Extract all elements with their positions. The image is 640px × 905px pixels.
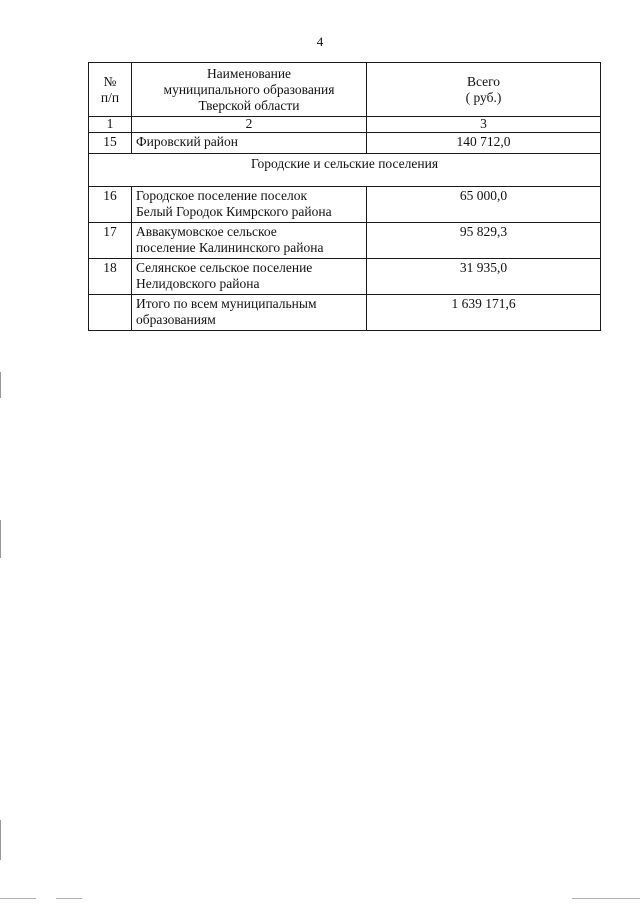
row-total: 31 935,0	[367, 259, 601, 295]
scan-margin-mark	[0, 820, 1, 860]
municipal-funding-table	[88, 62, 601, 331]
scan-bottom-edge	[572, 898, 640, 899]
row-name-line-2: Белый Городок Кимрского района	[136, 204, 332, 219]
total-label-line-2: образованиям	[136, 312, 216, 327]
header-total-line-2: ( руб.)	[465, 90, 502, 105]
scan-margin-mark	[0, 372, 1, 398]
total-row	[89, 295, 601, 331]
table-row	[89, 259, 601, 295]
table-row	[89, 223, 601, 259]
header-number-label: п/п	[100, 90, 120, 105]
header-total-line-1: Всего	[466, 74, 501, 89]
table-row	[89, 187, 601, 223]
grand-total-value: 1 639 171,6	[367, 295, 601, 331]
table-row	[89, 133, 601, 154]
column-number-2: 2	[132, 117, 367, 133]
section-title: Городские и сельские поселения	[89, 154, 601, 187]
row-name-line-2: Нелидовского района	[136, 276, 260, 291]
scan-margin-mark	[0, 520, 1, 558]
row-name-line-1: Аввакумовское сельское	[136, 224, 277, 239]
total-row-number	[89, 295, 132, 331]
header-name-line-2: муниципального образования	[163, 82, 335, 97]
header-number-symbol: №	[103, 74, 117, 89]
table-header-row	[89, 63, 601, 117]
column-number-row	[89, 117, 601, 133]
row-municipality-name: Фировский район	[132, 133, 367, 154]
column-number-1: 1	[89, 117, 132, 133]
row-municipality-name	[132, 187, 367, 223]
header-name	[132, 63, 367, 117]
row-number: 15	[89, 133, 132, 154]
row-municipality-name	[132, 223, 367, 259]
header-total	[367, 63, 601, 117]
header-name-line-3: Тверской области	[198, 98, 300, 113]
total-row-label	[132, 295, 367, 331]
total-label-line-1: Итого по всем муниципальным	[136, 296, 317, 311]
page-number: 4	[316, 34, 324, 49]
row-name-line-1: Селянское сельское поселение	[136, 260, 313, 275]
row-municipality-name	[132, 259, 367, 295]
scan-bottom-edge	[56, 898, 82, 899]
row-total: 95 829,3	[367, 223, 601, 259]
row-number: 16	[89, 187, 132, 223]
row-number: 17	[89, 223, 132, 259]
section-heading-row	[89, 154, 601, 187]
row-total: 140 712,0	[367, 133, 601, 154]
scan-bottom-edge	[0, 898, 36, 899]
row-number: 18	[89, 259, 132, 295]
row-name-line-1: Городское поселение поселок	[136, 188, 308, 203]
column-number-3: 3	[367, 117, 601, 133]
row-name-line-2: поселение Калининского района	[136, 240, 324, 255]
header-number	[89, 63, 132, 117]
row-total: 65 000,0	[367, 187, 601, 223]
header-name-line-1: Наименование	[206, 66, 292, 81]
